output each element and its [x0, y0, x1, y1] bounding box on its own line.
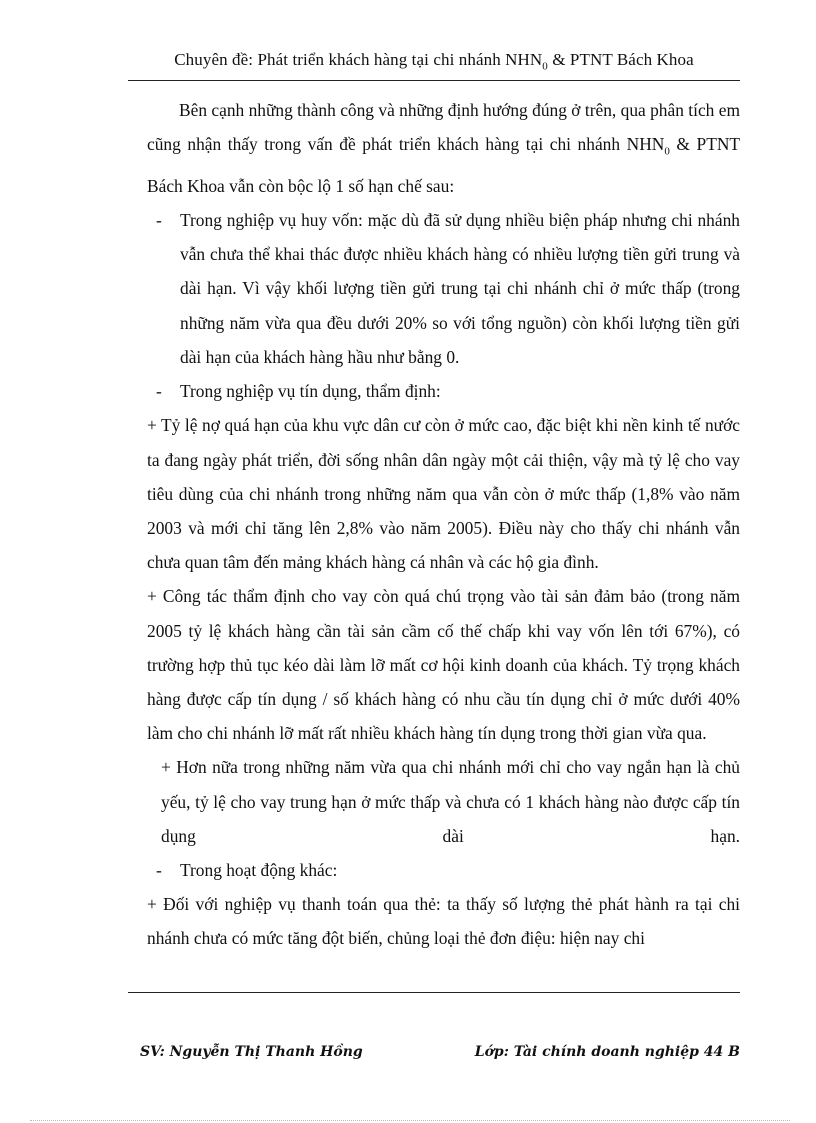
overdue-paragraph	[147, 408, 740, 579]
funding-item	[147, 203, 740, 374]
cards-text: Đối với nghiệp vụ thanh toán qua thẻ: ta thấy số lượng thẻ phát hành ra tại chi nhánh chưa có mức tăng đột biến, chủng loại thẻ đơn điệu: hiện nay chi	[147, 894, 740, 949]
intro-subscript: 0	[664, 145, 670, 158]
shortterm-paragraph	[147, 750, 740, 853]
footer-divider	[128, 992, 740, 993]
intro-paragraph	[147, 93, 740, 203]
shortterm-line	[161, 750, 740, 853]
footer-student: SV: Nguyễn Thị Thanh Hồng	[140, 1044, 363, 1060]
header-subscript: 0	[542, 60, 548, 73]
plus-marker: +	[147, 415, 157, 436]
shortterm-text: Hơn nữa trong những năm vừa qua chi nhánh mới chỉ cho vay ngắn hạn là chủ yếu, tỷ lệ cho vay trung hạn ở mức thấp và chưa có 1 khách hàng nào được cấp tín dụng dài hạn.	[161, 757, 740, 846]
cards-paragraph	[147, 887, 740, 955]
credit-heading: Trong nghiệp vụ tín dụng, thẩm định:	[180, 381, 441, 402]
header-divider	[128, 80, 740, 81]
funding-text: Trong nghiệp vụ huy vốn: mặc dù đã sử dụng nhiều biện pháp nhưng chi nhánh vẫn chưa thể khai thác được nhiều khách hàng có nhiều lượng tiền gửi trung và dài hạn. Vì vậy khối lượng tiền gửi trung tại chi nhánh chỉ ở mức thấp (trong những năm vừa qua đều dưới 20% so với tổng nguồn) còn khối lượng tiền gửi dài hạn của khách hàng hầu như bằng 0.	[180, 210, 740, 367]
page-bottom-edge	[30, 1120, 790, 1121]
page-footer	[140, 1044, 740, 1060]
appraisal-text: Công tác thẩm định cho vay còn quá chú trọng vào tài sản đảm bảo (trong năm 2005 tỷ lệ khách hàng cần tài sản cầm cố thế chấp khi vay vốn lên tới 67%), có trường hợp thủ tục kéo dài làm lỡ mất cơ hội kinh doanh của khách. Tỷ trọng khách hàng được cấp tín dụng / số khách hàng có nhu cầu tín dụng chỉ ở mức dưới 40% làm cho chi nhánh lỡ mất rất nhiều khách hàng tín dụng trong thời gian vừa qua.	[147, 586, 740, 744]
intro-text: Bên cạnh những thành công và những định hướng đúng ở trên, qua phân tích em cũng nhận thấy trong vấn đề phát triển khách hàng tại chi nhánh NHN	[147, 100, 740, 155]
dash-marker: -	[156, 210, 162, 231]
other-heading: Trong hoạt động khác:	[180, 859, 338, 880]
intro-text-end: & PTNT Bách Khoa vẫn còn bộc lộ 1 số hạn chế sau:	[147, 134, 741, 196]
page-header	[128, 50, 740, 72]
other-heading-item	[147, 853, 740, 887]
plus-marker: +	[161, 757, 171, 778]
header-title-end: & PTNT Bách Khoa	[547, 50, 694, 69]
plus-marker: +	[147, 894, 157, 915]
document-body	[147, 93, 740, 956]
dash-marker: -	[156, 381, 162, 402]
credit-heading-item	[147, 374, 740, 408]
footer-class: Lớp: Tài chính doanh nghiệp 44 B	[474, 1044, 740, 1060]
header-title: Chuyên đề: Phát triển khách hàng tại chi nhánh NHN	[174, 50, 543, 69]
appraisal-paragraph	[147, 579, 740, 750]
plus-marker: +	[147, 586, 157, 607]
dash-marker: -	[156, 859, 162, 880]
overdue-text: Tỷ lệ nợ quá hạn của khu vực dân cư còn ở mức cao, đặc biệt khi nền kinh tế nước ta đang ngày phát triển, đời sống nhân dân ngày một cải thiện, vậy mà tỷ lệ cho vay tiêu dùng của chi nhánh trong những năm qua vẫn còn ở mức thấp (1,8% vào năm 2003 và mới chỉ tăng lên 2,8% vào năm 2005). Điều này cho thấy chi nhánh vẫn chưa quan tâm đến mảng khách hàng cá nhân và các hộ gia đình.	[147, 415, 740, 573]
